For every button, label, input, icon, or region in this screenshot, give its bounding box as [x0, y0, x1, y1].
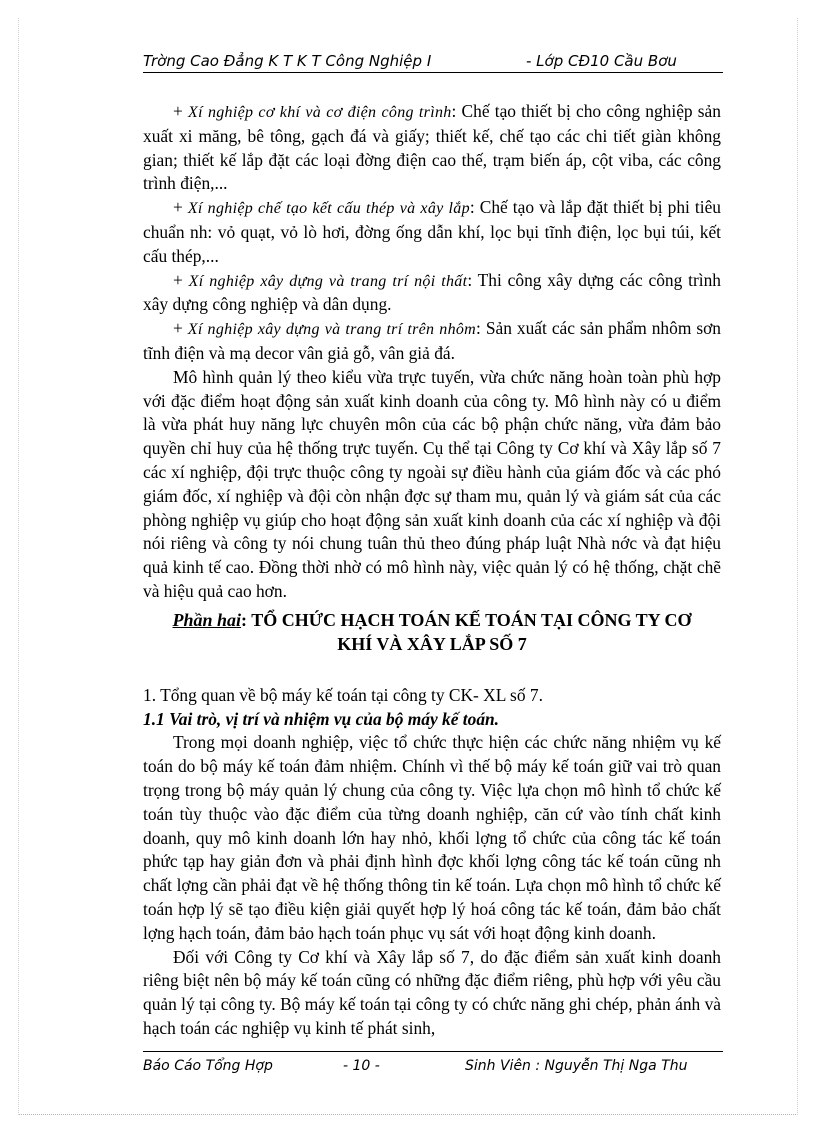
document-body	[143, 100, 721, 1041]
page-header	[143, 50, 723, 73]
unit-item: + Xí nghiệp xây dựng và trang trí trên nhôm: Sản xuất các sản phẩm nhôm sơn tĩnh điện và mạ decor vân giả gỗ, vân giả đá.	[143, 318, 721, 363]
header-class: - Lớp CĐ10 Cầu Bơu	[526, 52, 677, 70]
unit-name: Xí nghiệp cơ khí và cơ điện công trình	[188, 104, 452, 121]
page-border-bottom	[18, 1114, 798, 1115]
section-1-1-heading: 1.1 Vai trò, vị trí và nhiệm vụ của bộ máy kế toán.	[143, 708, 500, 729]
header-school: Trờng Cao Đẳng K T K T Công Nghiệp I	[143, 52, 432, 70]
paragraph-management-model: Mô hình quản lý theo kiểu vừa trực tuyến, vừa chức năng hoàn toàn phù hợp với đặc điểm hoạt động sản xuất kinh doanh của công ty. Mô hình này có u điểm là vừa phát huy năng lực chuyên môn của các bộ phận chức năng, vừa đảm bảo quyền chỉ huy của hệ thống trực tuyến. Cụ thể tại Công ty Cơ khí và Xây lắp số 7 các xí nghiệp, đội trực thuộc công ty ngoài sự điều hành của giám đốc và các phó giám đốc, xí nghiệp và đội còn nhận đợc sự tham mu, quản lý và giám sát của các phòng nghiệp vụ giúp cho hoạt động sản xuất kinh doanh của các xí nghiệp và đội nói riêng và công ty nói chung tuân thủ theo đúng pháp luật Nhà nớc và đạt hiệu quả kinh tế cao. Đồng thời nhờ có mô hình này, việc quản lý có hệ thống, chặt chẽ và hiệu quả cao hơn.	[143, 366, 721, 601]
unit-name: Xí nghiệp xây dựng và trang trí trên nhôm	[187, 321, 477, 339]
section-1-heading: 1. Tổng quan về bộ máy kế toán tại công ty CK- XL số 7.	[143, 684, 543, 705]
unit-item: + Xí nghiệp cơ khí và cơ điện công trình: Chế tạo thiết bị cho công nghiệp sản xuất xi măng, bê tông, gạch đá và giấy; thiết kế, chế tạo các chi tiết giàn không gian; thiết kế lắp đặt các loại đờng điện cao thế, trạm biến áp, cột viba, các công trình điện,...	[143, 101, 721, 194]
unit-text: : Sản xuất các sản phẩm nhôm sơn tĩnh điện và mạ decor vân giả gỗ, vân giả đá.	[143, 318, 721, 363]
unit-text: : Thi công xây dựng các công trình xây dựng công nghiệp và dân dụng.	[143, 269, 721, 315]
footer-student: Sinh Viên : Nguyễn Thị Nga Thu	[465, 1058, 688, 1074]
paragraph-role: Trong mọi doanh nghiệp, việc tổ chức thực hiện các chức năng nhiệm vụ kế toán do bộ máy kế toán đảm nhiệm. Chính vì thế bộ máy kế toán giữ vai trò quan trọng trong bộ máy quản lý chung của công ty. Việc lựa chọn mô hình tổ chức kế toán tùy thuộc vào đặc điểm của từng doanh nghiệp, căn cứ vào tính chất kinh doanh, quy mô kinh doanh lớn hay nhỏ, khối lợng tổ chức của công tác kế toán phức tạp hay giản đơn và phải định hình đợc khối lợng công tác kế toán cũng nh chất lợng cần phải đạt về hệ thống thông tin kế toán. Lựa chọn mô hình tổ chức kế toán hợp lý sẽ tạo điều kiện giải quyết hợp lý hoá công tác kế toán, đảm bảo chất lợng hạch toán, đảm bảo hạch toán phục vụ sát với hoạt động kinh doanh.	[143, 732, 721, 943]
unit-name: Xí nghiệp chế tạo kết cấu thép và xây lắp	[187, 200, 470, 218]
unit-item: + Xí nghiệp chế tạo kết cấu thép và xây lắp: Chế tạo và lắp đặt thiết bị phi tiêu chuẩn nh: vỏ quạt, vỏ lò hơi, đờng ống dẫn khí, lọc bụi tĩnh điện, lọc bụi túi, kết cấu thép,...	[143, 197, 721, 266]
footer-report-title: Báo Cáo Tổng Hợp	[143, 1058, 273, 1074]
paragraph-company: Đối với Công ty Cơ khí và Xây lắp số 7, do đặc điểm sản xuất kinh doanh riêng biệt nên bộ máy kế toán cũng có những đặc điểm riêng, phù hợp với yêu cầu quản lý tại công ty. Bộ máy kế toán tại công ty có chức năng ghi chép, phản ánh và hạch toán các nghiệp vụ kinh tế phát sinh,	[143, 946, 721, 1038]
page-footer	[143, 1051, 723, 1074]
part-two-title-line2: KHÍ VÀ XÂY LẮP SỐ 7	[337, 633, 527, 654]
part-two-label: Phần hai	[172, 609, 242, 630]
page-border-right	[797, 18, 798, 1115]
part-two-title-line1: : TỔ CHỨC HẠCH TOÁN KẾ TOÁN TẠI CÔNG TY CƠ	[241, 609, 692, 630]
page-border-left	[18, 18, 19, 1115]
page-number: - 10 -	[343, 1058, 380, 1074]
unit-item: + Xí nghiệp xây dựng và trang trí nội thất: Thi công xây dựng các công trình xây dựng công nghiệp và dân dụng.	[143, 269, 721, 315]
unit-text: : Chế tạo thiết bị cho công nghiệp sản xuất xi măng, bê tông, gạch đá và giấy; thiết kế, chế tạo các chi tiết giàn không gian; thiết kế lắp đặt các loại đờng điện cao thế, trạm biến áp, cột viba, các công trình điện,...	[143, 101, 721, 194]
unit-name: Xí nghiệp xây dựng và trang trí nội thất	[188, 272, 468, 290]
part-two-heading	[143, 608, 721, 656]
unit-text: : Chế tạo và lắp đặt thiết bị phi tiêu chuẩn nh: vỏ quạt, vỏ lò hơi, đờng ống dẫn khí, lọc bụi tĩnh điện, lọc bụi túi, kết cấu thép,...	[143, 197, 721, 266]
